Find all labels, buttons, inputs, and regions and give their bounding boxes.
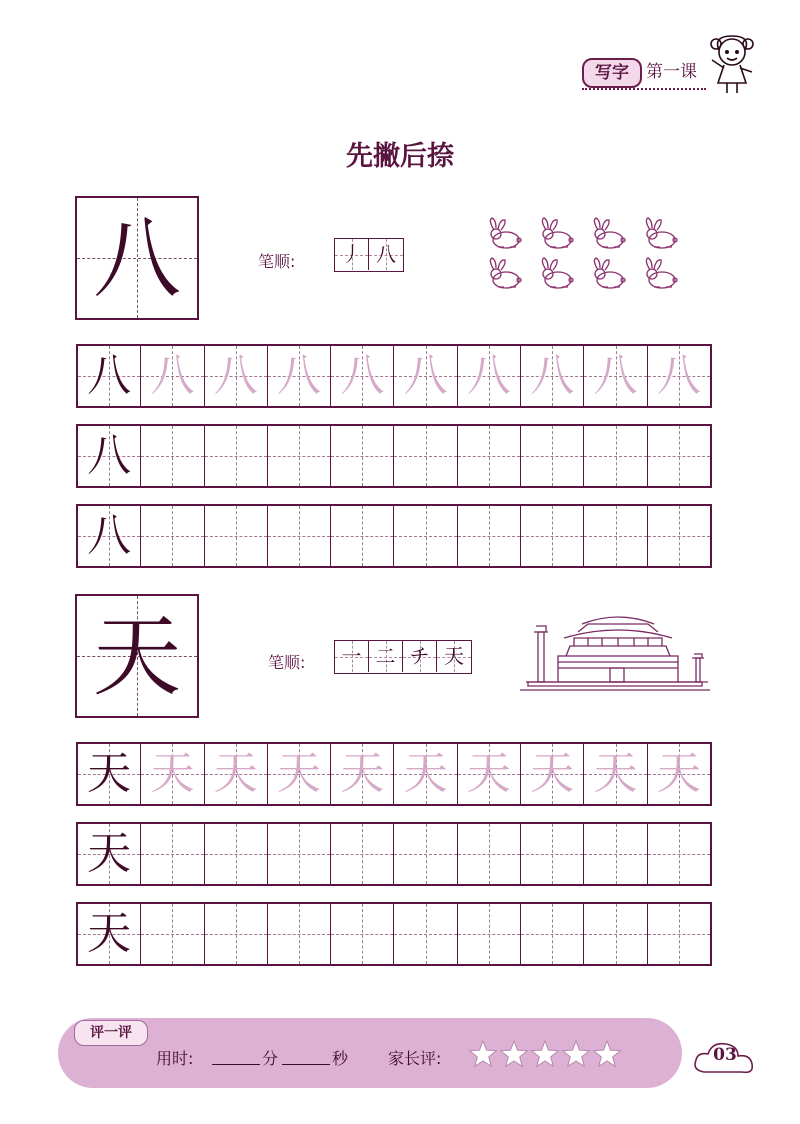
practice-row <box>76 822 712 886</box>
writing-cell[interactable] <box>584 426 647 486</box>
stroke-step: 丿 <box>335 239 369 270</box>
writing-cell[interactable] <box>648 824 710 884</box>
writing-cell[interactable] <box>205 904 268 964</box>
seconds-unit: 秒 <box>332 1049 349 1068</box>
minutes-unit: 分 <box>262 1049 279 1068</box>
stroke-step: チ <box>403 641 437 672</box>
trace-cell[interactable]: 天 <box>584 744 647 804</box>
page-number: 03 <box>713 1045 737 1065</box>
writing-cell[interactable] <box>331 904 394 964</box>
stroke-order-label: 笔顺: <box>268 653 306 672</box>
writing-cell[interactable] <box>458 904 521 964</box>
trace-cell[interactable]: 八 <box>141 346 204 406</box>
writing-cell[interactable] <box>584 506 647 566</box>
trace-row <box>76 344 712 408</box>
writing-cell[interactable] <box>141 506 204 566</box>
writing-cell[interactable] <box>141 904 204 964</box>
trace-cell[interactable]: 天 <box>394 744 457 804</box>
trace-cell[interactable]: 八 <box>205 346 268 406</box>
model-char: 天 <box>92 605 181 708</box>
tiananmen-icon <box>518 610 712 694</box>
model-char: 八 <box>87 510 132 561</box>
writing-cell[interactable] <box>458 824 521 884</box>
rabbits-icon <box>486 214 692 296</box>
writing-cell[interactable] <box>584 824 647 884</box>
lesson-badge: 写字 <box>582 58 642 88</box>
trace-cell[interactable]: 八 <box>268 346 331 406</box>
writing-cell[interactable] <box>648 904 710 964</box>
lesson-title: 第一课 <box>646 62 697 82</box>
trace-cell[interactable]: 八 <box>584 346 647 406</box>
trace-cell[interactable]: 八 <box>648 346 710 406</box>
writing-cell[interactable] <box>394 426 457 486</box>
model-box-ba <box>75 196 199 320</box>
writing-cell[interactable] <box>141 824 204 884</box>
star-icon[interactable] <box>501 1041 528 1066</box>
writing-cell[interactable] <box>331 824 394 884</box>
trace-cell[interactable]: 天 <box>648 744 710 804</box>
writing-cell[interactable] <box>458 426 521 486</box>
trace-cell[interactable]: 天 <box>205 744 268 804</box>
trace-cell[interactable]: 八 <box>331 346 394 406</box>
page-title: 先撇后捺 <box>346 141 454 172</box>
parent-rating-label: 家长评: <box>388 1049 442 1068</box>
model-char: 八 <box>92 207 181 310</box>
writing-cell[interactable] <box>521 904 584 964</box>
girl-icon <box>702 28 762 96</box>
writing-cell[interactable] <box>648 506 710 566</box>
star-icon[interactable] <box>532 1041 559 1066</box>
model-box-tian <box>75 594 199 718</box>
trace-cell[interactable]: 天 <box>521 744 584 804</box>
writing-cell[interactable] <box>331 506 394 566</box>
writing-cell[interactable] <box>521 824 584 884</box>
seconds-blank[interactable] <box>282 1064 330 1065</box>
stroke-step: 一 <box>335 641 369 672</box>
trace-cell[interactable]: 八 <box>521 346 584 406</box>
trace-cell[interactable]: 天 <box>268 744 331 804</box>
writing-cell[interactable] <box>394 506 457 566</box>
model-char: 八 <box>87 350 132 401</box>
minutes-blank[interactable] <box>212 1064 260 1065</box>
stroke-order-label: 笔顺: <box>258 252 296 271</box>
trace-cell[interactable]: 八 <box>394 346 457 406</box>
star-icon[interactable] <box>470 1041 497 1066</box>
trace-cell[interactable]: 天 <box>458 744 521 804</box>
writing-cell[interactable] <box>584 904 647 964</box>
writing-cell[interactable] <box>394 824 457 884</box>
writing-cell[interactable] <box>268 904 331 964</box>
writing-cell[interactable] <box>394 904 457 964</box>
model-char: 天 <box>87 828 132 879</box>
writing-cell[interactable] <box>268 426 331 486</box>
stroke-order-strip <box>334 640 472 674</box>
time-label: 用时: <box>156 1049 194 1068</box>
model-char: 天 <box>87 908 132 959</box>
model-char: 八 <box>87 430 132 481</box>
practice-row <box>76 504 712 568</box>
stroke-order-strip <box>334 238 404 272</box>
star-icon[interactable] <box>563 1041 590 1066</box>
writing-cell[interactable] <box>205 426 268 486</box>
writing-cell[interactable] <box>458 506 521 566</box>
stroke-step: 八 <box>369 239 403 270</box>
trace-cell[interactable]: 天 <box>331 744 394 804</box>
writing-cell[interactable] <box>521 426 584 486</box>
practice-row <box>76 424 712 488</box>
writing-cell[interactable] <box>205 824 268 884</box>
practice-row <box>76 902 712 966</box>
trace-cell[interactable]: 天 <box>141 744 204 804</box>
header-rule <box>582 88 706 90</box>
writing-cell[interactable] <box>205 506 268 566</box>
stroke-step: 二 <box>369 641 403 672</box>
writing-cell[interactable] <box>268 824 331 884</box>
rating-stars[interactable] <box>468 1038 624 1072</box>
model-char: 天 <box>87 748 132 799</box>
writing-cell[interactable] <box>268 506 331 566</box>
stroke-step: 天 <box>437 641 471 672</box>
star-icon[interactable] <box>594 1041 621 1066</box>
writing-cell[interactable] <box>141 426 204 486</box>
writing-cell[interactable] <box>331 426 394 486</box>
writing-cell[interactable] <box>521 506 584 566</box>
trace-row <box>76 742 712 806</box>
writing-cell[interactable] <box>648 426 710 486</box>
trace-cell[interactable]: 八 <box>458 346 521 406</box>
evaluation-tab: 评一评 <box>74 1020 148 1046</box>
